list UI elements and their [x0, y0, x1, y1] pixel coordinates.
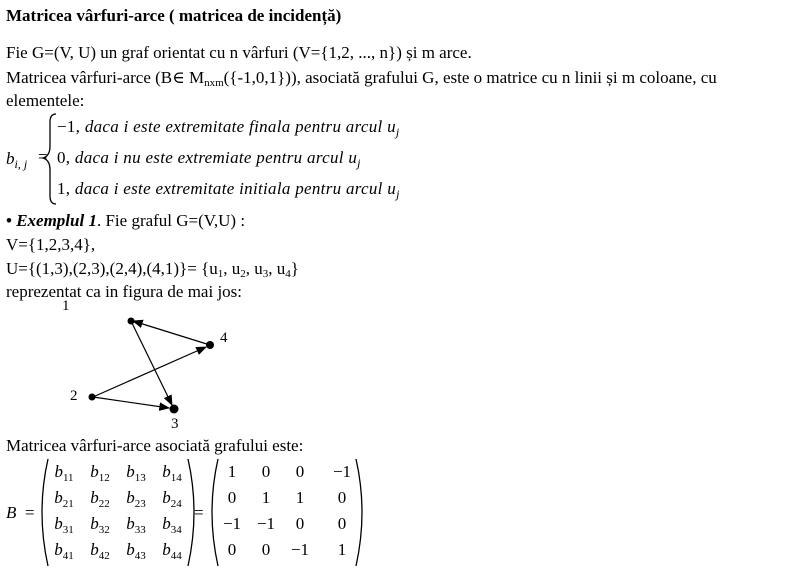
case-2-value: 0, [57, 148, 71, 167]
num-cell-3-2: −1 [256, 514, 276, 533]
arc-2-3 [93, 397, 169, 408]
example-rest: . Fie graful G=(V,U) : [96, 211, 246, 230]
case-1-sub: j [395, 125, 400, 139]
case-3-sub: j [396, 187, 400, 201]
intro-line-2-b: ({-1,0,1})), asociată grafului G, este o matrice cu n linii și m coloane, cu [223, 68, 717, 87]
intro-line-1: Fie G=(V, U) un graf orientat cu n vârfuri (V={1,2, ..., n}) și m arce. [6, 43, 472, 62]
sym-cell-1-4: $b_{14}$ [162, 462, 182, 484]
num-cell-3-4: 0 [337, 514, 347, 533]
case-1-value: −1, [57, 117, 81, 136]
formula-lhs-b: b [6, 149, 15, 168]
arc-2-4 [93, 347, 206, 397]
num-cell-3-3: 0 [295, 514, 305, 533]
u-sub-4: 4 [285, 268, 291, 280]
matrix-b-eq: = [25, 503, 35, 522]
sym-cell-2-1: $b_{21}$ [54, 488, 74, 510]
page-title: Matricea vârfuri-arce ( matricea de incidență) [6, 6, 342, 25]
intro-line-2-a: Matricea vârfuri-arce (B∈ M [6, 68, 205, 87]
num-cell-2-3: 1 [295, 488, 305, 507]
num-cell-4-1: 0 [227, 540, 237, 559]
sym-cell-4-4: $b_{44}$ [162, 540, 182, 562]
graph-node-3 [170, 405, 179, 414]
example-bullet: • [6, 211, 12, 230]
intro-line-3: elementele: [6, 91, 85, 110]
example-repr-line: reprezentat ca in figura de mai jos: [6, 282, 242, 301]
case-2-sub: j [357, 156, 361, 170]
num-cell-3-1: −1 [222, 514, 242, 533]
case-3-value: 1, [57, 179, 71, 198]
graph-node-2 [89, 394, 96, 401]
num-cell-1-1: 1 [227, 462, 237, 481]
num-cell-1-3: 0 [295, 462, 305, 481]
sym-cell-4-1: $b_{41}$ [54, 540, 74, 562]
u-line-end: } [290, 259, 299, 278]
u-sub-3: 3 [262, 268, 269, 280]
u-sub-1: 1 [217, 268, 224, 280]
matrix-middle-eq: = [194, 503, 204, 522]
sym-cell-3-4: $b_{34}$ [162, 514, 182, 536]
node-label-2: 2 [70, 388, 78, 404]
formula-eq: = [38, 147, 48, 166]
node-label-4: 4 [220, 330, 228, 346]
node-label-1: 1 [62, 298, 70, 314]
u-sep-3: , u [268, 259, 286, 278]
sym-cell-3-3: $b_{33}$ [126, 514, 146, 536]
num-cell-1-4: −1 [332, 462, 352, 481]
arc-4-1 [133, 321, 210, 345]
matrix-b-label: B [6, 503, 17, 522]
example-label: Exemplul 1 [16, 211, 97, 230]
sym-cell-1-2: $b_{12}$ [90, 462, 110, 484]
num-cell-4-3: −1 [290, 540, 310, 559]
arc-1-3 [131, 321, 172, 405]
case-3-text: daca i este extremitate initiala pentru arcul u [74, 179, 397, 198]
sym-cell-3-1: $b_{31}$ [54, 514, 74, 536]
u-sub-2: 2 [240, 268, 246, 280]
sym-cell-2-3: $b_{23}$ [126, 488, 146, 510]
num-cell-4-2: 0 [261, 540, 271, 559]
sym-cell-4-3: $b_{43}$ [126, 540, 146, 562]
formula-lhs-sub: i, j [14, 157, 28, 171]
num-cell-4-4: 1 [337, 540, 347, 559]
num-cell-2-4: 0 [337, 488, 347, 507]
graph-node-4 [206, 341, 214, 349]
case-1-text: daca i este extremitate finala pentru arcul u [84, 117, 396, 136]
u-line-a: U={(1,3),(2,3),(2,4),(4,1)}= {u [6, 259, 218, 278]
node-label-3: 3 [171, 416, 179, 432]
u-sep-2: , u [245, 259, 263, 278]
graph-node-1 [128, 318, 135, 325]
sym-cell-2-2: $b_{22}$ [90, 488, 110, 510]
u-sep-1: , u [223, 259, 241, 278]
case-2-text: daca i nu este extremiate pentru arcul u [74, 148, 358, 167]
sym-cell-3-2: $b_{32}$ [90, 514, 110, 536]
sym-cell-4-2: $b_{42}$ [90, 540, 110, 562]
matrix-caption: Matricea vârfuri-arce asociată grafului este: [6, 436, 304, 455]
sym-cell-1-3: $b_{13}$ [126, 462, 146, 484]
num-cell-1-2: 0 [261, 462, 271, 481]
cases-brace [43, 114, 56, 204]
num-cell-2-1: 0 [227, 488, 237, 507]
sym-cell-1-1: $b_{11}$ [54, 462, 74, 484]
sym-cell-2-4: $b_{24}$ [162, 488, 182, 510]
intro-line-2-sub: nxm [204, 77, 224, 89]
example-v-line: V={1,2,3,4}, [6, 235, 96, 254]
num-cell-2-2: 1 [261, 488, 271, 507]
